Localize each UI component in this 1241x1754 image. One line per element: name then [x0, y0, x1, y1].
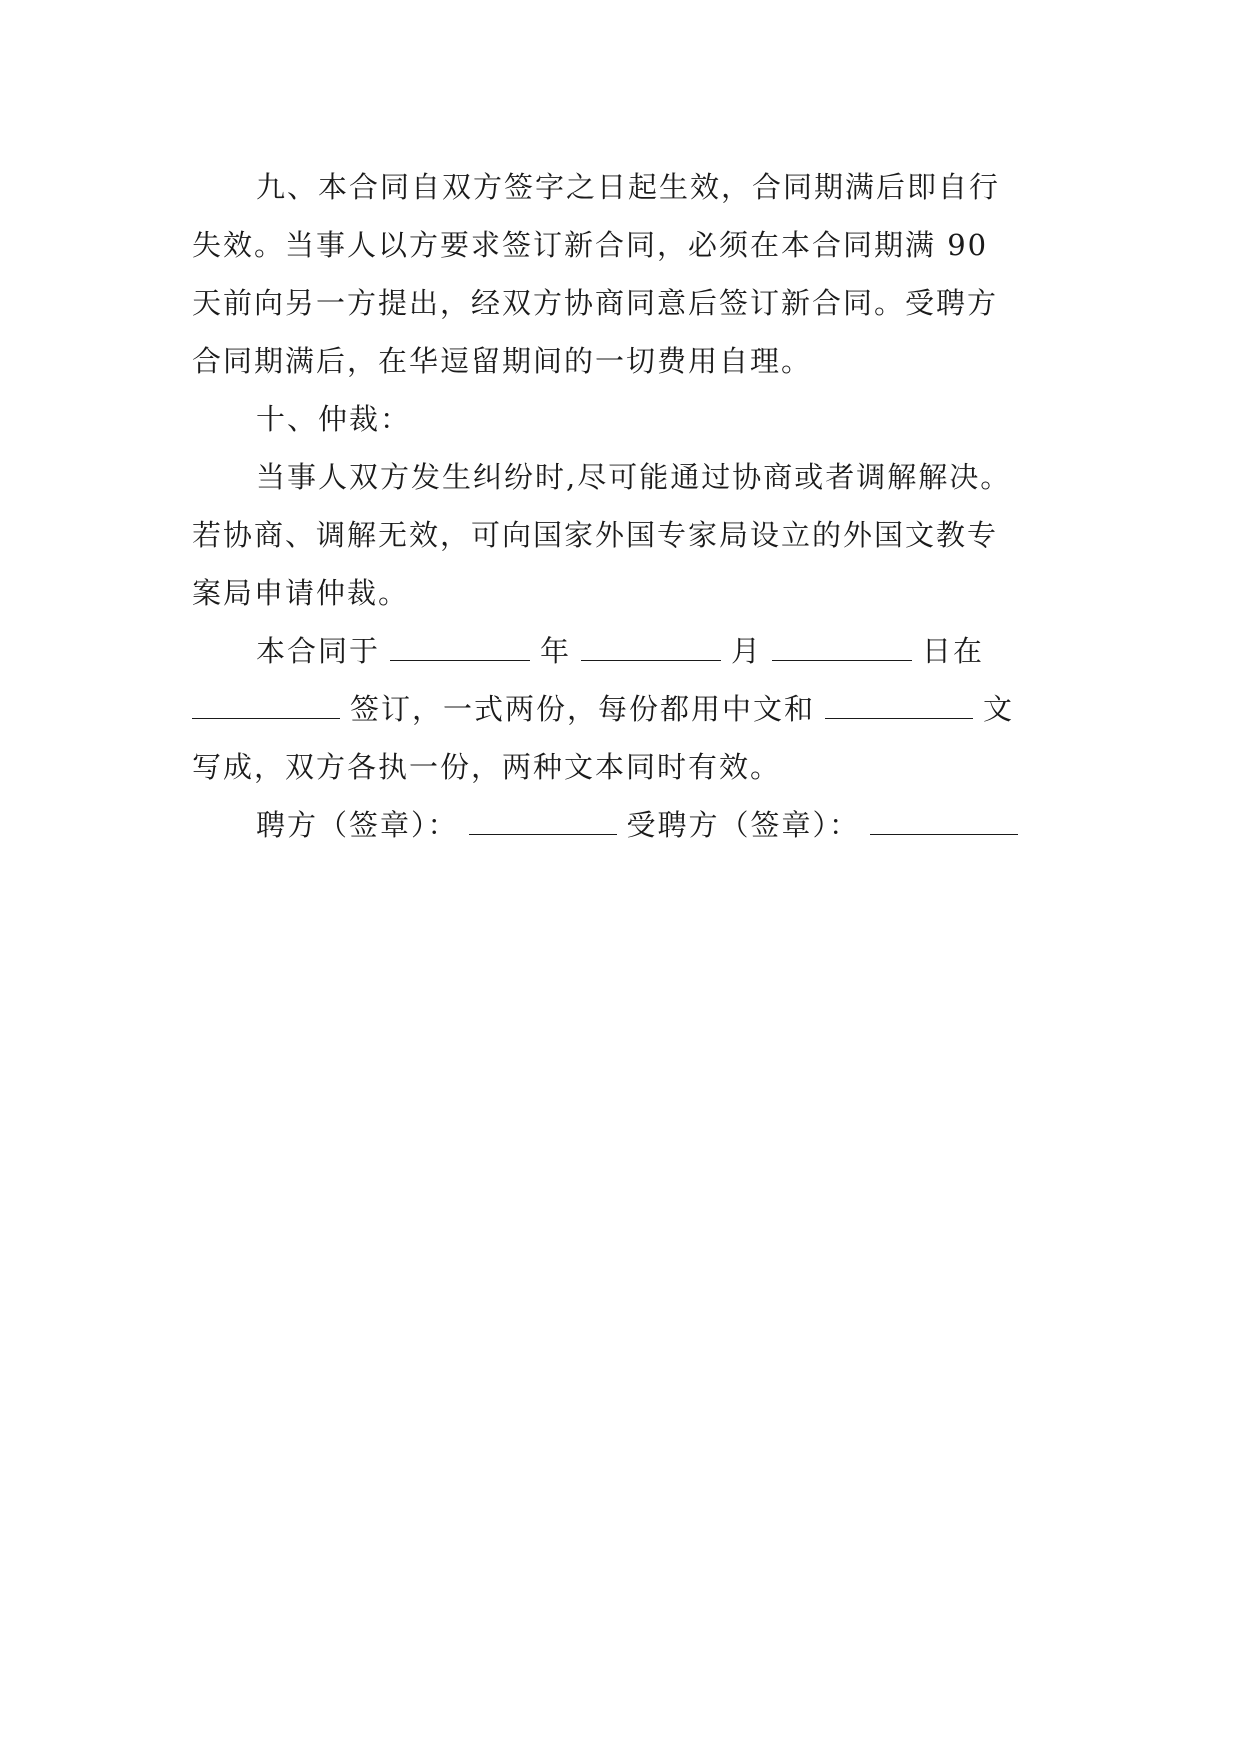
- clause-9-line-3: 天前向另一方提出，经双方协商同意后签订新合同。受聘方: [192, 286, 999, 320]
- signing-line-2: [192, 680, 1056, 738]
- signing-intro: 本合同于: [256, 634, 381, 668]
- arbitration-line-3: 案局申请仲裁。: [192, 576, 410, 610]
- signed-text: 签订，一式两份，每份都用中文和: [350, 692, 816, 726]
- place-blank[interactable]: [192, 694, 340, 719]
- month-label: 月: [731, 634, 763, 668]
- employer-signature-label: 聘方（签章）：: [256, 808, 459, 842]
- clause-9-line-4: 合同期满后，在华逗留期间的一切费用自理。: [192, 344, 813, 378]
- wen-label: 文: [983, 692, 1015, 726]
- signing-line-3: 写成，双方各执一份，两种文本同时有效。: [192, 750, 782, 784]
- year-blank[interactable]: [390, 636, 530, 661]
- month-blank[interactable]: [581, 636, 721, 661]
- day-at-label: 日在: [922, 634, 985, 668]
- document-body: [192, 158, 1056, 854]
- clause-9-line-2: 失效。当事人以方要求签订新合同，必须在本合同期满 90: [192, 228, 989, 262]
- language-blank[interactable]: [825, 694, 973, 719]
- clause-9-line-1: 九、本合同自双方签字之日起生效，合同期满后即自行: [256, 170, 1001, 204]
- arbitration-line-2: 若协商、调解无效，可向国家外国专家局设立的外国文教专: [192, 518, 999, 552]
- year-label: 年: [540, 634, 572, 668]
- employer-signature-blank[interactable]: [469, 810, 617, 835]
- signature-line: [192, 796, 1056, 854]
- employee-signature-label: 受聘方（签章）：: [626, 808, 861, 842]
- signing-line-1: [192, 622, 1056, 680]
- clause-10-heading: 十、仲裁：: [256, 402, 412, 436]
- day-blank[interactable]: [772, 636, 912, 661]
- arbitration-line-1: 当事人双方发生纠纷时,尽可能通过协商或者调解解决。: [256, 460, 1012, 494]
- employee-signature-blank[interactable]: [870, 810, 1018, 835]
